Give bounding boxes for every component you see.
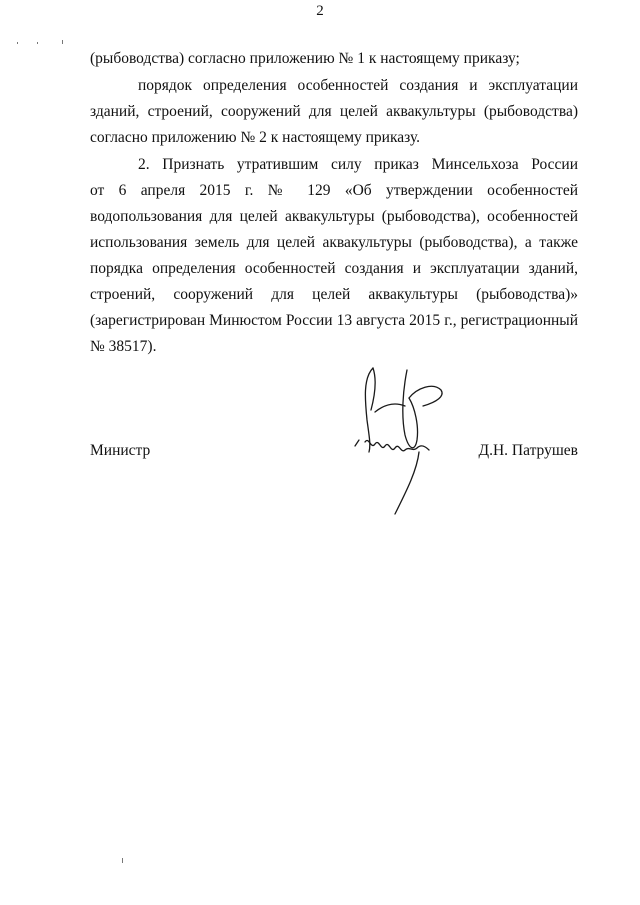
scan-artifact <box>122 858 123 863</box>
page-number: 2 <box>316 3 324 19</box>
scan-artifact <box>17 42 18 44</box>
text-line: (рыбоводства) согласно приложению № 1 к настоящему приказу; <box>90 50 520 67</box>
text-line: согласно приложению № 2 к настоящему приказу. <box>90 129 421 146</box>
paragraph-continuation <box>90 46 578 72</box>
scan-artifact <box>37 42 38 44</box>
signatory-name: Д.Н. Патрушев <box>478 442 578 459</box>
signatory-title: Министр <box>90 442 151 459</box>
text-line: (зарегистрирован Минюстом России 13 августа 2015 г., регистрационный <box>90 312 578 329</box>
scan-artifact <box>62 40 63 44</box>
text-line: 2. Признать утратившим силу приказ Минсельхоза России <box>138 156 578 173</box>
text-line: № 38517). <box>90 338 157 355</box>
text-line: водопользования для целей аквакультуры (рыбоводства), особенностей <box>90 208 578 225</box>
paragraph-repeal <box>90 152 578 360</box>
text-line: использования земель для целей аквакультуры (рыбоводства), а также <box>90 234 578 251</box>
text-line: строений, сооружений для целей аквакультуры (рыбоводства)» <box>90 286 578 303</box>
text-line: порядок определения особенностей создания и эксплуатации <box>138 77 578 94</box>
text-line: от 6 апреля 2015 г. № 129 «Об утверждении особенностей <box>90 182 578 199</box>
paragraph-procedure <box>90 73 578 151</box>
text-line: зданий, строений, сооружений для целей аквакультуры (рыбоводства) <box>90 103 578 120</box>
text-line: порядка определения особенностей создания и эксплуатации зданий, <box>90 260 578 277</box>
handwritten-signature <box>345 360 455 520</box>
